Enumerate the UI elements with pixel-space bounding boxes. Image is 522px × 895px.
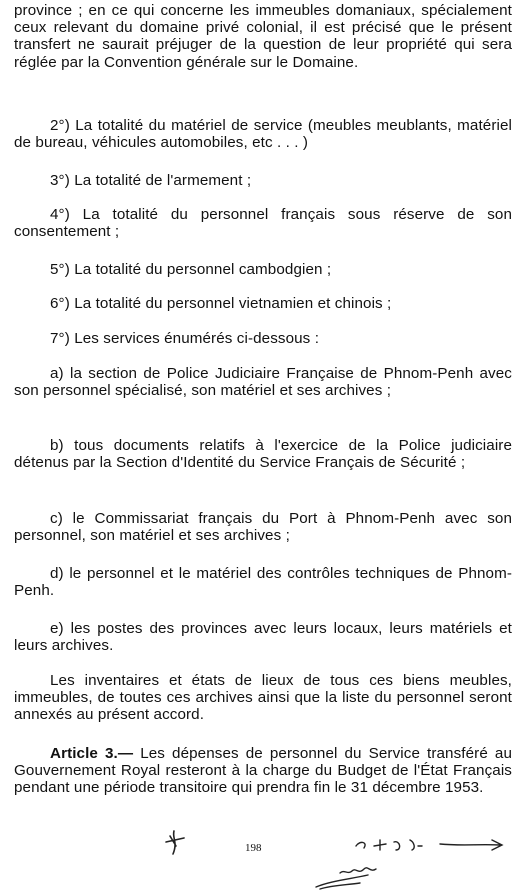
sub-item-c: c) le Commissariat français du Port à Phnom-Penh avec son personnel, son matériel et ses archives ; bbox=[14, 510, 512, 545]
sub-item-a: a) la section de Police Judiciaire Française de Phnom-Penh avec son personnel spécialisé, son matériel et ses archives ; bbox=[14, 365, 512, 400]
sub-item-d: d) le personnel et le matériel des contrôles techniques de Phnom-Penh. bbox=[14, 565, 512, 600]
item-4-personnel-francais: 4°) La totalité du personnel français sous réserve de son consentement ; bbox=[14, 206, 512, 241]
handwritten-mark-icon bbox=[160, 828, 190, 858]
sub-item-b: b) tous documents relatifs à l'exercice de la Police judiciaire détenus par la Section d'Identité du Service Français de Sécurité ; bbox=[14, 437, 512, 472]
sub-item-e: e) les postes des provinces avec leurs locaux, leurs matériels et leurs archives. bbox=[14, 620, 512, 655]
item-3-armement: 3°) La totalité de l'armement ; bbox=[50, 172, 252, 189]
item-6-personnel-vietnamien: 6°) La totalité du personnel vietnamien et chinois ; bbox=[50, 295, 392, 312]
article-3-heading: Article 3.— bbox=[50, 745, 134, 762]
paragraph-province: province ; en ce qui concerne les immeubles domaniaux, spécialement ceux relevant du domaine privé colonial, il est précisé que le présent transfert ne saurait préjuger de la question de leur propriété qui sera réglée par la Convention générale sur le Domaine. bbox=[14, 2, 512, 71]
item-2-materiel: 2°) La totalité du matériel de service (meubles meublants, matériel de bureau, véhicules automobiles, etc . . . ) bbox=[14, 117, 512, 152]
page-number: 198 bbox=[245, 842, 262, 854]
item-7-services: 7°) Les services énumérés ci-dessous : bbox=[50, 330, 320, 347]
article-3-paragraph bbox=[14, 745, 512, 797]
inventaires-paragraph: Les inventaires et états de lieux de tous ces biens meubles, immeubles, de toutes ces archives ainsi que la liste du personnel seront annexés au présent accord. bbox=[14, 672, 512, 724]
signature-icon bbox=[310, 855, 400, 893]
article-3-text: Les dépenses de personnel du Service transféré au Gouvernement Royal resteront à la charge du Budget de l'État Français pendant une période transitoire qui prendra fin le 31 décembre 1953. bbox=[14, 745, 512, 797]
item-5-personnel-cambodgien: 5°) La totalité du personnel cambodgien ; bbox=[50, 261, 332, 278]
